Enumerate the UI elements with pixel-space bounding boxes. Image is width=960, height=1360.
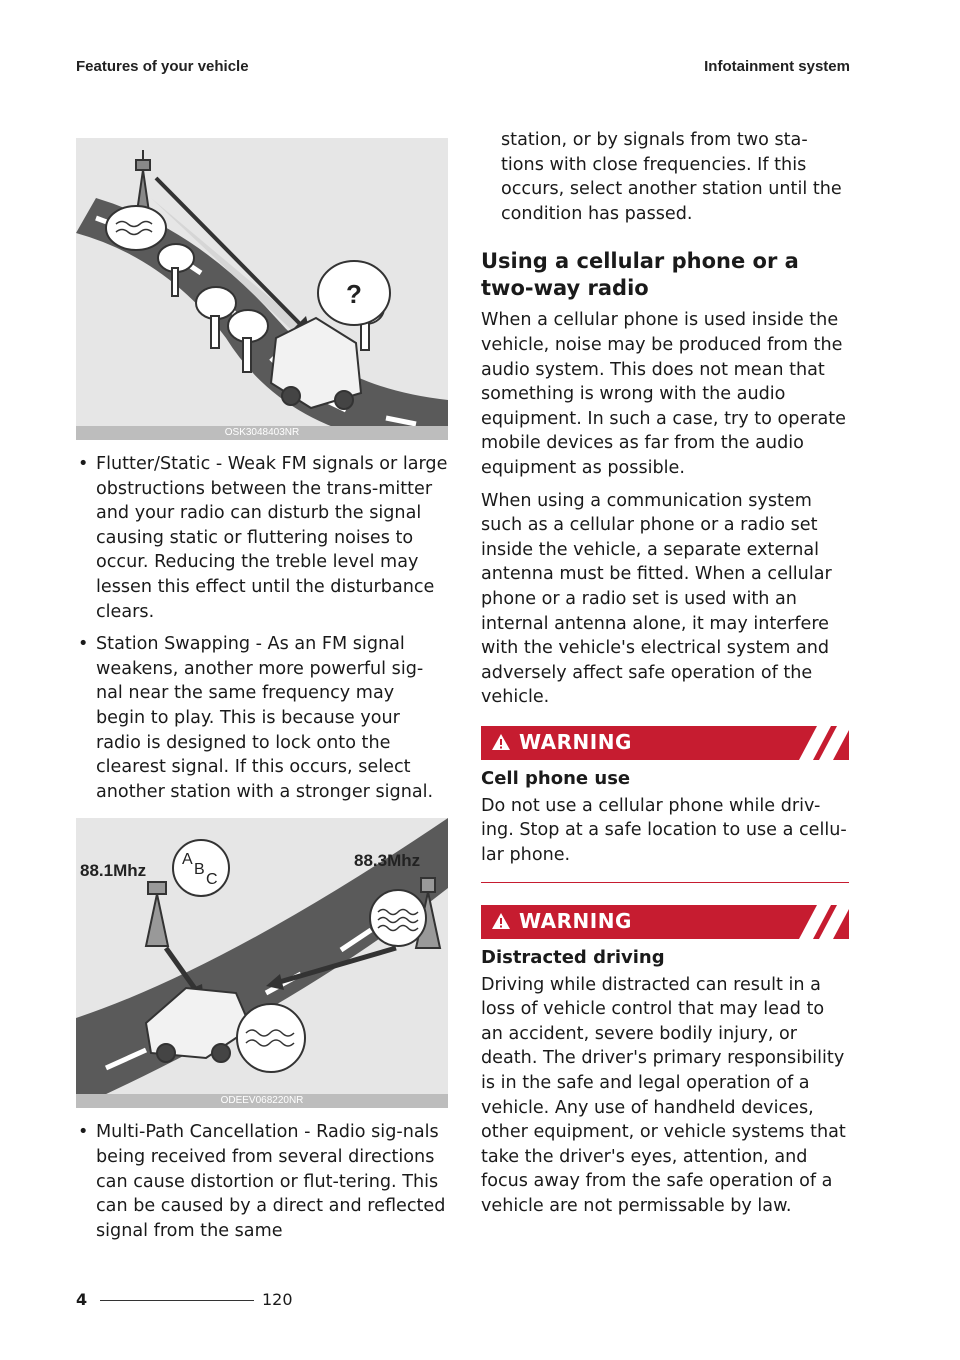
footer-rule <box>100 1300 254 1301</box>
warning-text: Do not use a cellular phone while driv-ing. Stop at a safe location to use a cellu-lar phone. <box>481 795 847 866</box>
section-heading: Using a cellular phone or a two-way radio <box>481 249 799 301</box>
list-item: • Station Swapping - As an FM signal weakens, another more powerful sig-nal near the same frequency may begin to play. This is because your radio is designed to lock onto the clearest signal. If this occurs, select another station with a stronger signal. <box>76 632 448 804</box>
figure-code: OSK3048403NR <box>76 426 448 440</box>
weak-signal-illustration <box>76 138 448 440</box>
freq-left-label: 88.1Mhz <box>80 861 147 881</box>
stripes-decoration <box>789 905 849 939</box>
warning-title: Distracted driving <box>481 946 665 968</box>
bubble-letter-c: C <box>206 871 218 889</box>
header-section-title: Features of your vehicle <box>76 58 249 75</box>
bullet-list-bottom <box>76 1120 448 1243</box>
divider <box>481 882 849 883</box>
header-chapter-title: Infotainment system <box>704 58 850 75</box>
freq-right-label: 88.3Mhz <box>354 851 421 871</box>
bubble-letter-a: A <box>182 851 193 869</box>
bubble-letter-b: B <box>194 861 205 879</box>
bullet-list-top <box>76 452 448 804</box>
paragraph: When a cellular phone is used inside the vehicle, noise may be produced from the audio system. This does not mean that something is wrong with the audio equipment. In such a case, try to operate mobile devices as far from the audio equipment as possible. <box>481 310 846 478</box>
warning-label: WARNING <box>519 729 632 754</box>
warning-banner <box>481 726 849 760</box>
warning-text: Driving while distracted can result in a loss of vehicle control that may lead to an accident, severe bodily injury, or death. The driver's primary responsibility is in the safe and legal operation of a vehicle. Any use of handheld devices, other equipment, or vehicle systems that take the driver's eyes, attention, and focus away from the safe operation of a vehicle are not permissable by law. <box>481 974 846 1216</box>
warning-icon <box>491 733 511 751</box>
bullet-continuation: station, or by signals from two sta-tions with close frequencies. If this occurs, select another station until the condition has passed. <box>501 130 842 224</box>
warning-label: WARNING <box>519 908 632 933</box>
figure-code: ODEEV068220NR <box>76 1094 448 1108</box>
question-mark: ? <box>346 279 362 309</box>
multipath-illustration <box>76 818 448 1108</box>
list-item: • Multi-Path Cancellation - Radio sig-nals being received from several directions can cause distortion or flut-tering. This can be caused by a direct and reflected signal from the same <box>76 1120 448 1243</box>
page-number: 120 <box>262 1290 293 1309</box>
warning-banner <box>481 905 849 939</box>
list-item: • Flutter/Static - Weak FM signals or large obstructions between the trans-mitter and your radio can disturb the signal causing static or fluttering noises to occur. Reducing the treble level may lessen this effect until the disturbance clears. <box>76 452 448 624</box>
stripes-decoration <box>789 726 849 760</box>
right-column <box>481 128 849 1227</box>
paragraph: When using a communication system such as a cellular phone or a radio set inside the vehicle, a separate external antenna must be fitted. When a cellular phone or a radio set is used with an internal antenna alone, it may interfere with the vehicle's electrical system and adversely affect safe operation of the vehicle. <box>481 490 832 708</box>
warning-icon <box>491 912 511 930</box>
left-column <box>76 138 448 1251</box>
figure-multipath <box>76 818 448 1108</box>
warning-title: Cell phone use <box>481 767 631 789</box>
figure-weak-signal <box>76 138 448 440</box>
chapter-number: 4 <box>76 1290 88 1309</box>
